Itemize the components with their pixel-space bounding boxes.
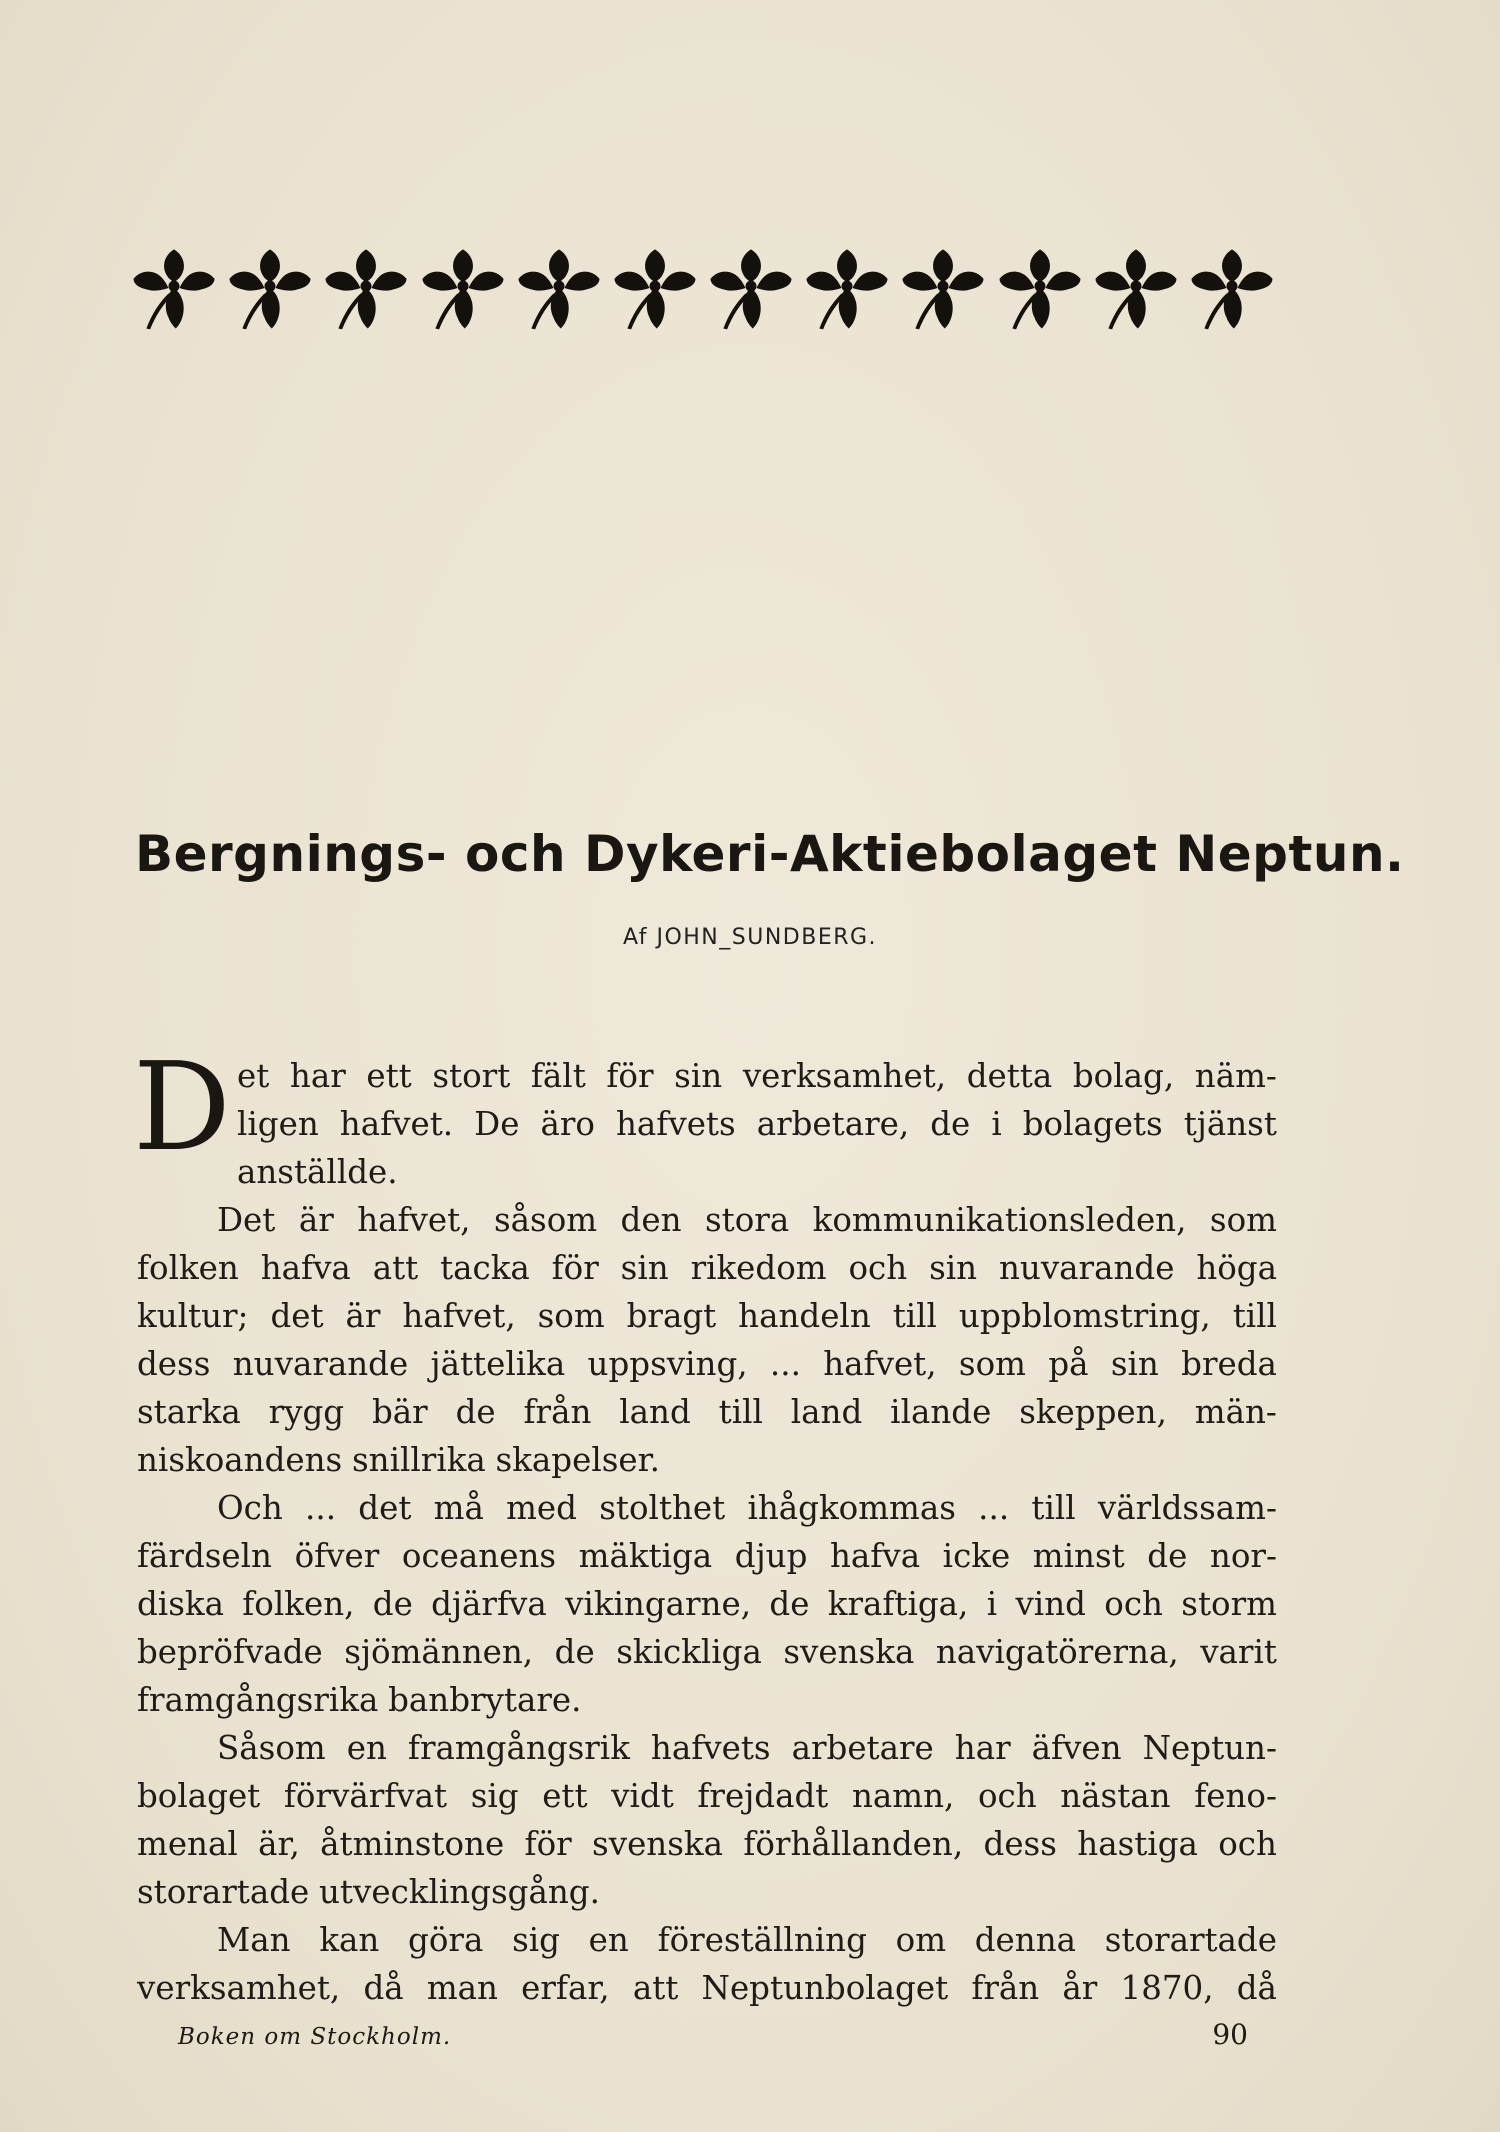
text-line: Det är hafvet, såsom den stora kommunikationsleden, som	[217, 1201, 1277, 1239]
trefoil-leaf-ornament-icon	[705, 240, 797, 340]
text-line: verksamhet, då man erfar, att Neptunbolaget från år 1870, då	[137, 1969, 1277, 2007]
text-line: bolaget förvärfvat sig ett vidt frejdadt namn, och nästan feno-	[137, 1777, 1277, 1815]
trefoil-leaf-ornament-icon	[513, 240, 605, 340]
text-line: kultur; det är hafvet, som bragt handeln till uppblomstring, till	[137, 1297, 1277, 1335]
text-line: storartade utvecklingsgång.	[137, 1873, 600, 1911]
text-line: framgångsrika banbrytare.	[137, 1681, 582, 1719]
text-line: et har ett stort fält för sin verksamhet, detta bolag, näm-	[237, 1057, 1277, 1095]
text-line: färdseln öfver oceanens mäktiga djup hafva icke minst de nor-	[137, 1537, 1277, 1575]
text-line: Såsom en framgångsrik hafvets arbetare har äfven Neptun-	[217, 1729, 1277, 1767]
text-line: menal är, åtminstone för svenska förhållanden, dess hastiga och	[137, 1825, 1277, 1863]
text-line: diska folken, de djärfva vikingarne, de kraftiga, i vind och storm	[137, 1585, 1277, 1623]
text-line: dess nuvarande jättelika uppsving, ... hafvet, som på sin breda	[137, 1345, 1277, 1383]
text-line: Och ... det må med stolthet ihågkommas ... till världssam-	[217, 1489, 1277, 1527]
text-line: ligen hafvet. De äro hafvets arbetare, de i bolagets tjänst	[237, 1105, 1277, 1143]
trefoil-leaf-ornament-icon	[128, 240, 220, 340]
page-footer	[178, 2018, 1248, 2051]
page-number: 90	[1212, 2018, 1248, 2051]
trefoil-leaf-ornament-icon	[1090, 240, 1182, 340]
text-line: folken hafva att tacka för sin rikedom och sin nuvarande höga	[137, 1249, 1277, 1287]
text-line: niskoandens snillrika skapelser.	[137, 1441, 660, 1479]
article-byline: Af JOHN_SUNDBERG.	[622, 925, 878, 950]
trefoil-leaf-ornament-icon	[801, 240, 893, 340]
trefoil-leaf-ornament-icon	[994, 240, 1086, 340]
trefoil-leaf-ornament-icon	[609, 240, 701, 340]
drop-cap: D	[133, 1036, 231, 1178]
text-line: bepröfvade sjömännen, de skickliga svenska navigatörerna, varit	[137, 1633, 1277, 1671]
article-title: Bergnings- och Dykeri-Aktiebolaget Neptun.	[135, 825, 1405, 883]
trefoil-leaf-ornament-icon	[320, 240, 412, 340]
trefoil-leaf-ornament-icon	[417, 240, 509, 340]
trefoil-leaf-ornament-icon	[1186, 240, 1278, 340]
text-line: anställde.	[237, 1153, 398, 1191]
text-line: starka rygg bär de från land till land ilande skeppen, män-	[137, 1393, 1277, 1431]
decorative-ornament-border	[128, 240, 1278, 340]
trefoil-leaf-ornament-icon	[224, 240, 316, 340]
text-line: Man kan göra sig en föreställning om denna storartade	[217, 1921, 1277, 1959]
trefoil-leaf-ornament-icon	[897, 240, 989, 340]
article-body	[133, 1036, 1277, 2012]
footer-source-title: Boken om Stockholm.	[178, 2024, 452, 2050]
